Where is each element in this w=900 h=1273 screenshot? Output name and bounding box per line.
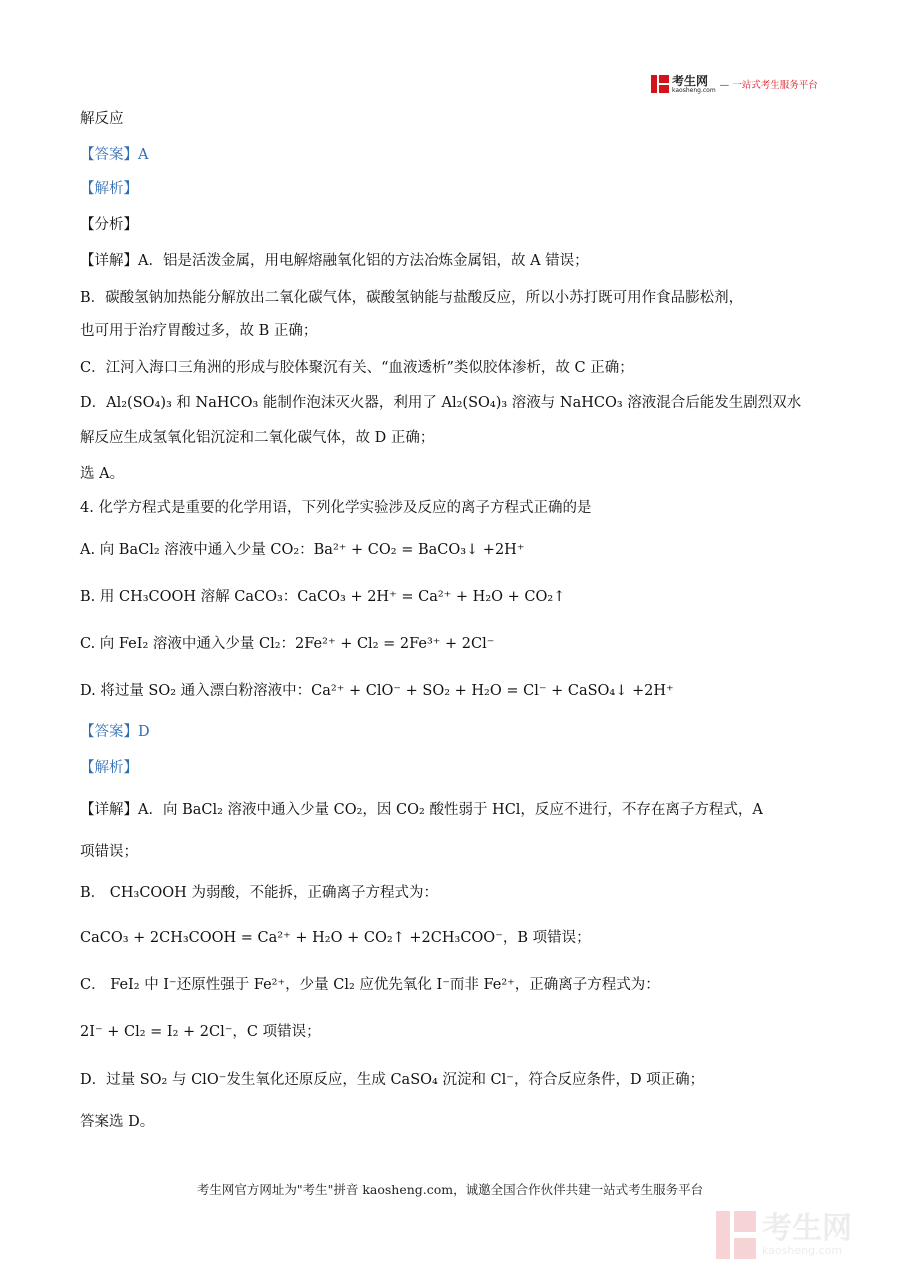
answer-label: 【答案】D [80, 724, 150, 740]
equation-line: 2I⁻ + Cl₂ = I₂ + 2Cl⁻，C 项错误； [80, 1024, 321, 1040]
text-line: 解反应 [80, 111, 124, 127]
kaosheng-watermark-icon [716, 1211, 756, 1259]
option-a: A. 向 BaCl₂ 溶液中通入少量 CO₂：Ba²⁺ + CO₂ = BaCO₃↓ +2H⁺ [80, 542, 525, 558]
logo-slogan: — 一站式考生服务平台 [719, 80, 818, 91]
analysis-label: 【解析】 [80, 181, 138, 197]
logo-domain: kaosheng.com [672, 86, 716, 94]
text-line: 【分析】 [80, 217, 138, 233]
text-line: C．江河入海口三角洲的形成与胶体聚沉有关、“血液透析”类似胶体渗析，故 C 正确； [80, 360, 634, 376]
watermark-name: 考生网 [762, 1211, 852, 1246]
text-line: B．碳酸氢钠加热能分解放出二氧化碳气体，碳酸氢钠能与盐酸反应，所以小苏打既可用作食品膨松剂， [80, 290, 744, 306]
analysis-label: 【解析】 [80, 760, 138, 776]
text-line: D．Al₂(SO₄)₃ 和 NaHCO₃ 能制作泡沫灭火器，利用了 Al₂(SO₄)₃ 溶液与 NaHCO₃ 溶液混合后能发生剧烈双水 [80, 395, 802, 411]
text-line: 项错误； [80, 844, 138, 860]
question-stem: 4. 化学方程式是重要的化学用语，下列化学实验涉及反应的离子方程式正确的是 [80, 500, 592, 516]
text-line: 选 A。 [80, 466, 125, 482]
text-line: 【详解】A．铝是活泼金属，用电解熔融氧化铝的方法冶炼金属铝，故 A 错误； [80, 253, 589, 269]
answer-label: 【答案】A [80, 147, 149, 163]
equation-line: CaCO₃ + 2CH₃COOH = Ca²⁺ + H₂O + CO₂↑ +2CH₃COO⁻，B 项错误； [80, 930, 591, 946]
watermark-domain: kaosheng.com [762, 1244, 843, 1257]
text-line: C． FeI₂ 中 I⁻还原性强于 Fe²⁺，少量 Cl₂ 应优先氧化 I⁻而非 Fe²⁺，正确离子方程式为： [80, 977, 660, 993]
text-line: B． CH₃COOH 为弱酸，不能拆，正确离子方程式为： [80, 885, 438, 901]
kaosheng-logo-icon [651, 75, 669, 93]
text-line: 答案选 D。 [80, 1114, 155, 1130]
logo-name: 考生网 [672, 73, 709, 88]
option-b: B. 用 CH₃COOH 溶解 CaCO₃：CaCO₃ + 2H⁺ = Ca²⁺ + H₂O + CO₂↑ [80, 589, 566, 605]
text-line: 【详解】A．向 BaCl₂ 溶液中通入少量 CO₂，因 CO₂ 酸性弱于 HCl，反应不进行，不存在离子方程式，A [80, 802, 763, 818]
text-line: D．过量 SO₂ 与 ClO⁻发生氧化还原反应，生成 CaSO₄ 沉淀和 Cl⁻，符合反应条件，D 项正确； [80, 1072, 705, 1088]
header-logo [651, 72, 818, 96]
option-c: C. 向 FeI₂ 溶液中通入少量 Cl₂：2Fe²⁺ + Cl₂ = 2Fe³⁺ + 2Cl⁻ [80, 636, 495, 652]
text-line: 也可用于治疗胃酸过多，故 B 正确； [80, 323, 318, 339]
watermark [716, 1208, 886, 1262]
text-line: 解反应生成氢氧化铝沉淀和二氧化碳气体，故 D 正确； [80, 430, 435, 446]
footer-text: 考生网官方网址为"考生"拼音 kaosheng.com，诚邀全国合作伙伴共建一站式考生服务平台 [196, 1182, 704, 1197]
option-d: D. 将过量 SO₂ 通入漂白粉溶液中：Ca²⁺ + ClO⁻ + SO₂ + H₂O = Cl⁻ + CaSO₄↓ +2H⁺ [80, 683, 674, 699]
